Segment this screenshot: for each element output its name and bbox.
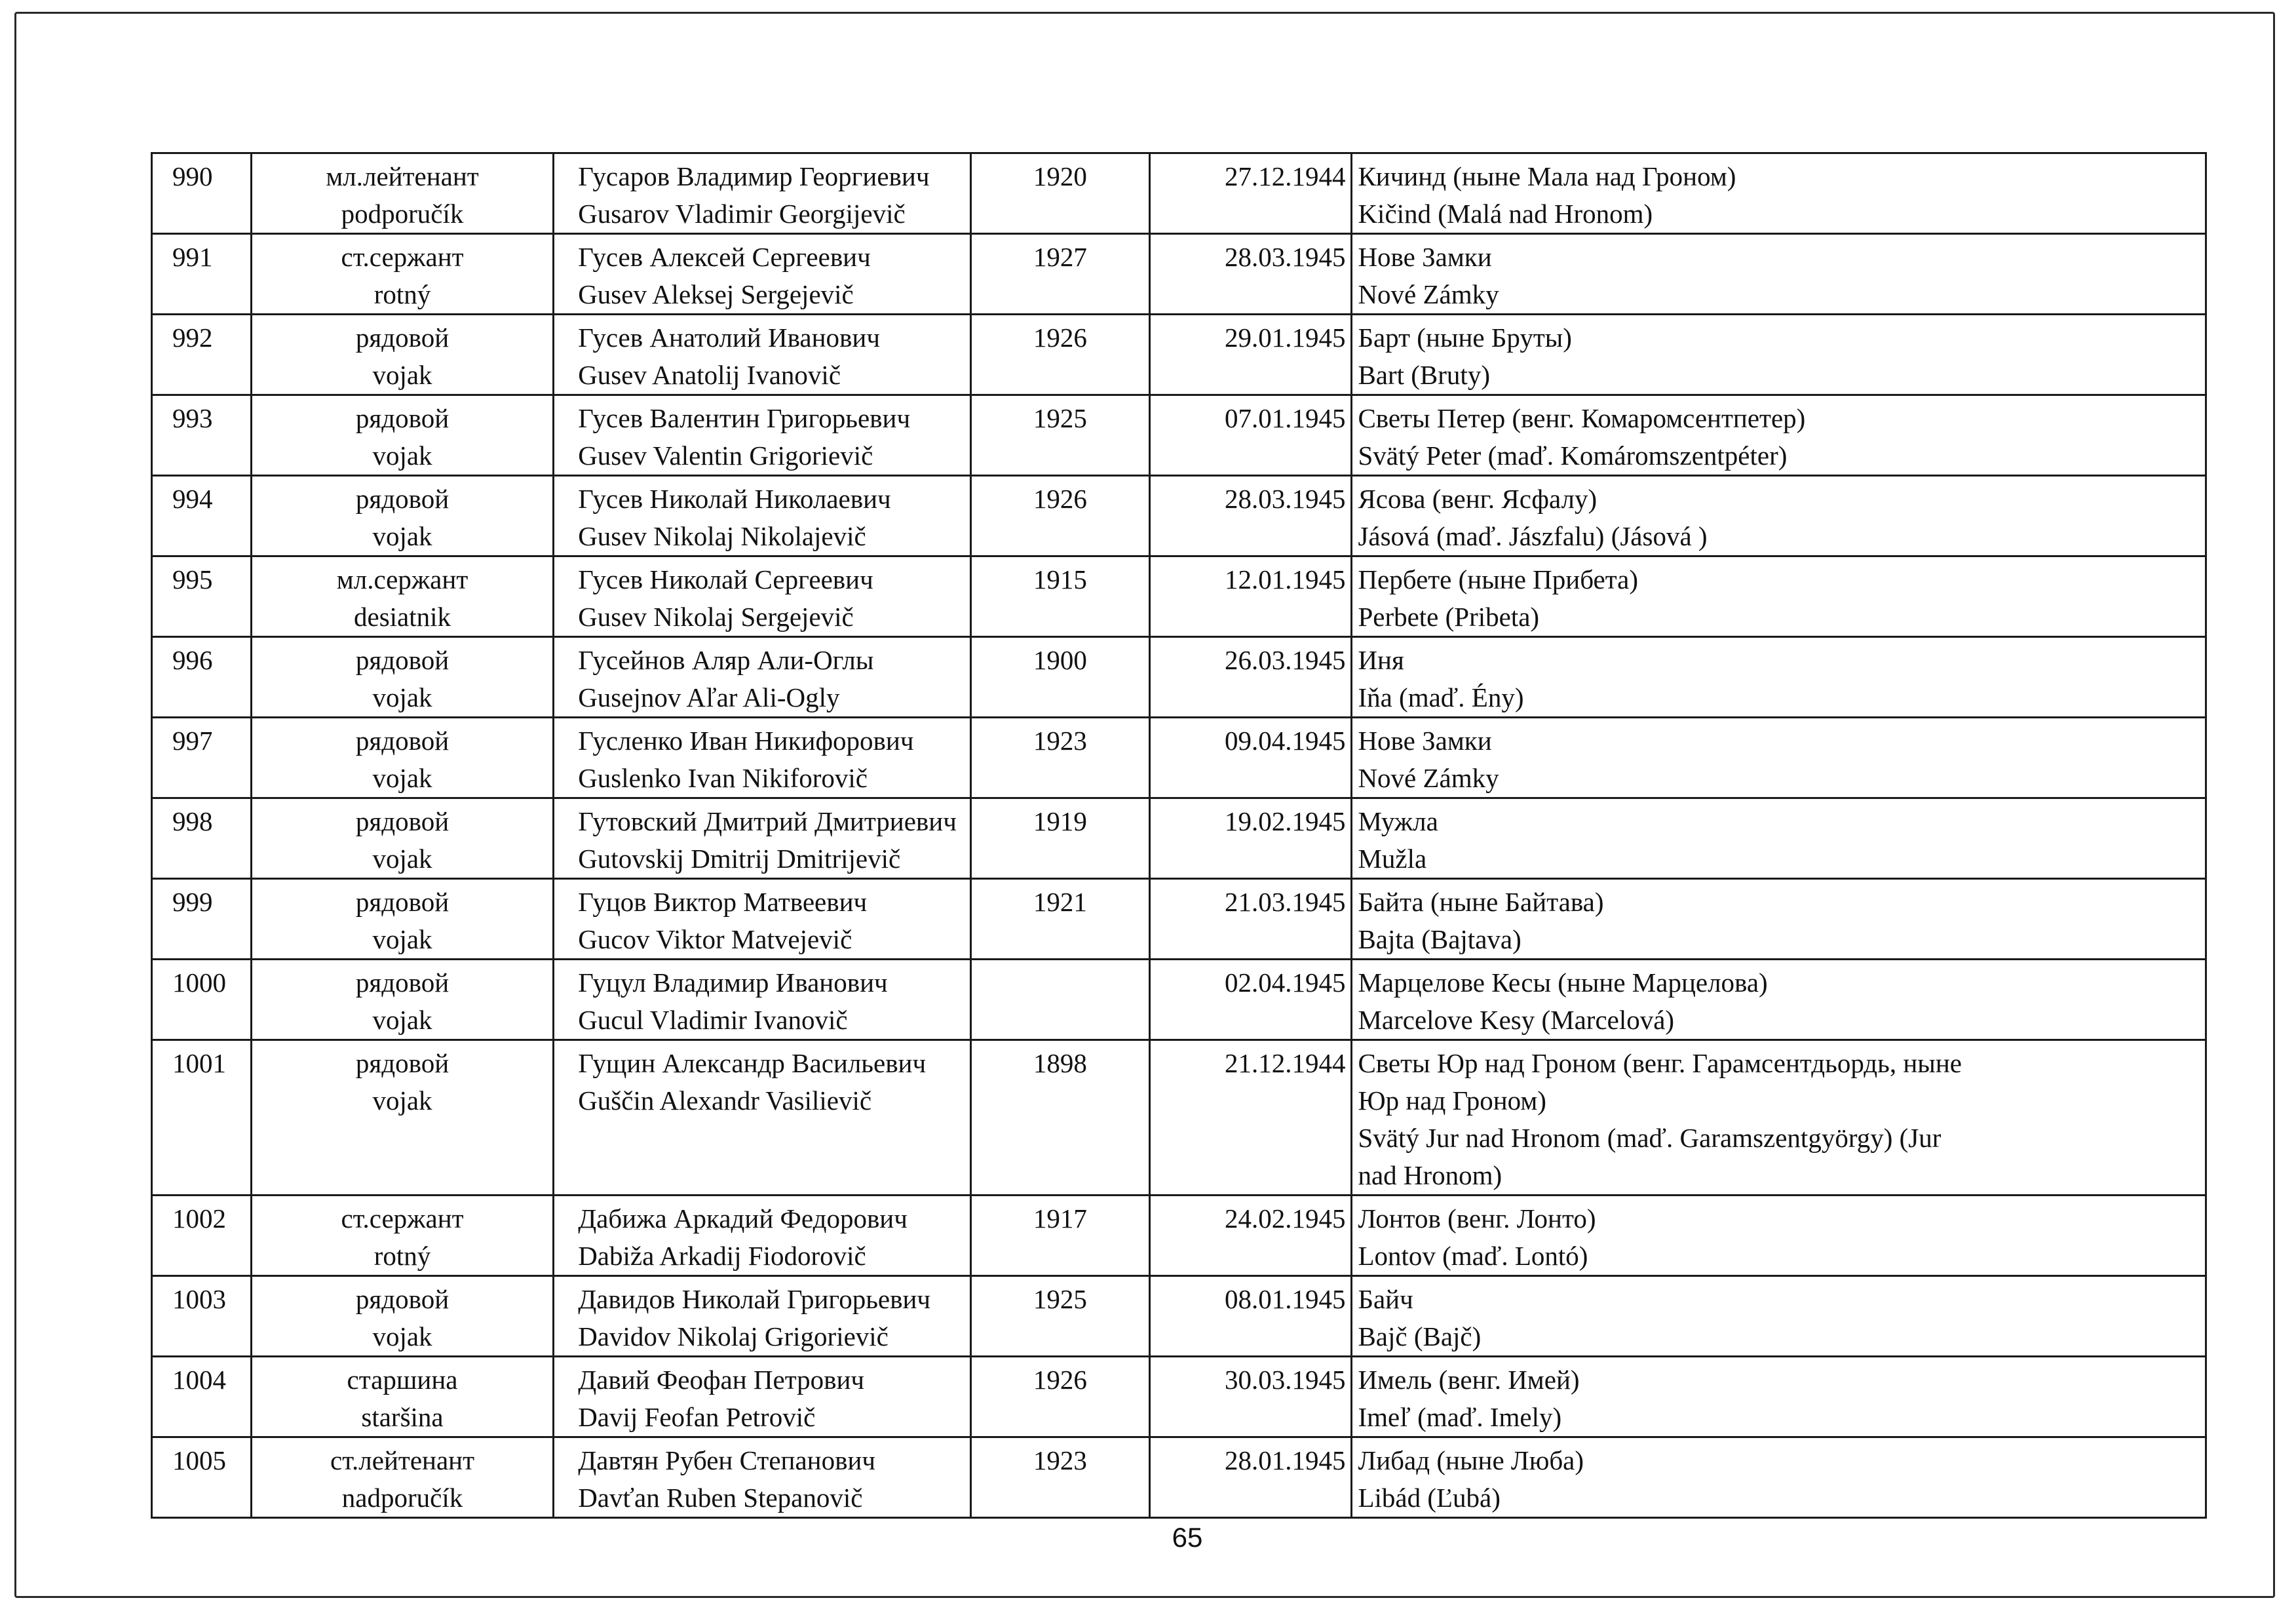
rank-slovak: podporučík [341,199,464,229]
burial-place-line: Мужла [1358,806,1438,836]
name-slovak: Gucov Viktor Matvejevič [578,924,852,954]
record-number-cell [152,1437,252,1518]
rank-cell [251,1437,553,1518]
name-slovak: Davidov Nikolaj Grigorievič [578,1321,889,1352]
birth-year-cell [970,556,1149,637]
burial-place-cell [1352,234,2206,315]
birth-year: 1921 [1033,887,1087,917]
rank-cell [251,798,553,879]
death-date: 27.12.1944 [1224,161,1346,191]
birth-year-cell [970,1040,1149,1196]
record-number: 998 [172,806,213,836]
death-date: 02.04.1945 [1224,967,1346,998]
name-cell [554,1196,971,1276]
rank-russian: старшина [347,1365,458,1395]
burial-place-line: Nové Zámky [1358,279,1499,309]
rank-slovak: vojak [372,844,432,874]
record-number: 997 [172,726,213,756]
rank-cell [251,1357,553,1437]
name-russian: Давтян Рубен Степанович [578,1445,876,1475]
burial-place-line: Svätý Jur nad Hronom (maď. Garamszentgyörgy) (Jur [1358,1123,1942,1153]
rank-cell [251,476,553,556]
record-number-cell [152,315,252,395]
death-date-cell [1150,637,1352,718]
death-date-cell [1150,234,1352,315]
burial-place-cell [1352,1357,2206,1437]
name-russian: Гусев Николай Николаевич [578,484,891,514]
death-date: 28.01.1945 [1224,1445,1346,1475]
record-number-cell [152,960,252,1040]
table-row [152,1040,2206,1196]
burial-place-cell [1352,1437,2206,1518]
record-number-cell [152,1276,252,1357]
table-row [152,556,2206,637]
burial-place-cell [1352,395,2206,476]
burial-place-line: Libád (Ľubá) [1358,1483,1501,1513]
record-number: 995 [172,564,213,594]
rank-russian: рядовой [355,645,450,675]
name-slovak: Dabiža Arkadij Fiodorovič [578,1241,866,1271]
record-number: 996 [172,645,213,675]
rank-slovak: vojak [372,360,432,390]
rank-cell [251,718,553,798]
name-russian: Гусев Анатолий Иванович [578,322,880,353]
birth-year: 1926 [1033,322,1087,353]
death-date-cell [1150,1040,1352,1196]
name-slovak: Gusarov Vladimir Georgijevič [578,199,906,229]
birth-year-cell [970,153,1149,234]
birth-year: 1925 [1033,403,1087,433]
record-number-cell [152,395,252,476]
record-number: 1003 [172,1284,226,1314]
death-date-cell [1150,556,1352,637]
name-russian: Дабижа Аркадий Федорович [578,1203,908,1234]
burial-place-line: Светы Юр над Гроном (венг. Гарамсентдьордь, ныне [1358,1048,1962,1078]
birth-year: 1927 [1033,242,1087,272]
burial-place-line: Светы Петер (венг. Комаромсентпетер) [1358,403,1806,433]
rank-russian: рядовой [355,887,450,917]
record-number-cell [152,234,252,315]
burial-place-cell [1352,556,2206,637]
death-date-cell [1150,153,1352,234]
death-date: 24.02.1945 [1224,1203,1346,1234]
record-number-cell [152,153,252,234]
death-date-cell [1150,1276,1352,1357]
name-slovak: Gucul Vladimir Ivanovič [578,1005,848,1035]
birth-year-cell [970,798,1149,879]
birth-year: 1920 [1033,161,1087,191]
rank-cell [251,960,553,1040]
burial-place-cell [1352,960,2206,1040]
death-date: 29.01.1945 [1224,322,1346,353]
name-slovak: Guščin Alexandr Vasilievič [578,1085,872,1116]
death-date-cell [1150,879,1352,960]
table-row [152,1357,2206,1437]
burial-place-line: Lontov (maď. Lontó) [1358,1241,1588,1271]
name-russian: Гусев Николай Сергеевич [578,564,873,594]
death-date-cell [1150,315,1352,395]
name-cell [554,556,971,637]
rank-russian: мл.лейтенант [326,161,479,191]
rank-cell [251,637,553,718]
rank-slovak: vojak [372,1005,432,1035]
rank-russian: рядовой [355,484,450,514]
birth-year: 1925 [1033,1284,1087,1314]
rank-slovak: rotný [373,1241,431,1271]
birth-year-cell [970,718,1149,798]
rank-slovak: desiatnik [354,602,451,632]
name-cell [554,315,971,395]
record-number: 992 [172,322,213,353]
birth-year-cell [970,637,1149,718]
burial-place-cell [1352,1276,2206,1357]
name-slovak: Gusev Anatolij Ivanovič [578,360,841,390]
burial-place-line: Байч [1358,1284,1413,1314]
name-slovak: Gusev Nikolaj Nikolajevič [578,521,866,551]
burial-place-cell [1352,153,2206,234]
birth-year: 1900 [1033,645,1087,675]
burial-place-line: Mužla [1358,844,1427,874]
table-row [152,1196,2206,1276]
burial-place-line: Imeľ (maď. Imely) [1358,1402,1562,1432]
name-cell [554,637,971,718]
record-number-cell [152,879,252,960]
name-slovak: Guslenko Ivan Nikiforovič [578,763,868,793]
birth-year: 1915 [1033,564,1087,594]
burial-place-line: Bart (Bruty) [1358,360,1490,390]
record-number: 1005 [172,1445,226,1475]
rank-russian: рядовой [355,806,450,836]
table-row [152,1437,2206,1518]
burial-place-line: Иня [1358,645,1404,675]
rank-russian: рядовой [355,322,450,353]
name-cell [554,1040,971,1196]
death-date-cell [1150,476,1352,556]
birth-year-cell [970,1437,1149,1518]
birth-year: 1923 [1033,726,1087,756]
record-number-cell [152,1357,252,1437]
death-date-cell [1150,395,1352,476]
burial-place-line: Пербете (ныне Прибета) [1358,564,1638,594]
record-number-cell [152,476,252,556]
name-russian: Гусев Алексей Сергеевич [578,242,871,272]
death-date: 19.02.1945 [1224,806,1346,836]
record-number-cell [152,1040,252,1196]
page-number: 65 [1172,1522,1203,1553]
name-cell [554,718,971,798]
name-cell [554,1276,971,1357]
rank-russian: рядовой [355,1284,450,1314]
rank-slovak: vojak [372,1085,432,1116]
death-date: 09.04.1945 [1224,726,1346,756]
burial-place-cell [1352,315,2206,395]
rank-cell [251,234,553,315]
rank-slovak: vojak [372,924,432,954]
table-row [152,395,2206,476]
birth-year-cell [970,879,1149,960]
record-number: 1002 [172,1203,226,1234]
death-date: 26.03.1945 [1224,645,1346,675]
name-cell [554,153,971,234]
rank-cell [251,153,553,234]
record-number-cell [152,637,252,718]
death-date-cell [1150,1357,1352,1437]
birth-year-cell [970,315,1149,395]
record-number-cell [152,556,252,637]
rank-cell [251,879,553,960]
burial-place-line: Ясова (венг. Ясфалу) [1358,484,1598,514]
burial-records-table [151,152,2207,1519]
death-date: 21.03.1945 [1224,887,1346,917]
burial-place-cell [1352,879,2206,960]
rank-russian: рядовой [355,726,450,756]
burial-place-line: Iňa (maď. Ény) [1358,682,1524,712]
name-slovak: Davťan Ruben Stepanovič [578,1483,863,1513]
rank-cell [251,1040,553,1196]
name-cell [554,234,971,315]
burial-place-line: Либад (ныне Люба) [1358,1445,1584,1475]
name-russian: Гуцул Владимир Иванович [578,967,888,998]
birth-year-cell [970,395,1149,476]
burial-place-cell [1352,637,2206,718]
name-cell [554,476,971,556]
burial-place-line: Имель (венг. Имей) [1358,1365,1580,1395]
name-slovak: Gusev Valentin Grigorievič [578,440,873,471]
burial-place-cell [1352,1196,2206,1276]
rank-cell [251,1276,553,1357]
burial-place-line: Jásová (maď. Jászfalu) (Jásová ) [1358,521,1708,551]
rank-cell [251,315,553,395]
name-russian: Гущин Александр Васильевич [578,1048,927,1078]
record-number: 999 [172,887,213,917]
record-number: 990 [172,161,213,191]
name-cell [554,879,971,960]
table-row [152,637,2206,718]
rank-slovak: vojak [372,521,432,551]
burial-place-line: Марцелове Кесы (ныне Марцелова) [1358,967,1768,998]
table-row [152,476,2206,556]
death-date-cell [1150,1437,1352,1518]
death-date: 28.03.1945 [1224,242,1346,272]
rank-russian: рядовой [355,403,450,433]
death-date-cell [1150,960,1352,1040]
name-cell [554,395,971,476]
burial-place-cell [1352,798,2206,879]
burial-place-line: Kičind (Malá nad Hronom) [1358,199,1653,229]
death-date: 07.01.1945 [1224,403,1346,433]
rank-slovak: staršina [361,1402,444,1432]
rank-slovak: vojak [372,440,432,471]
table-row [152,798,2206,879]
name-slovak: Davij Feofan Petrovič [578,1402,816,1432]
rank-russian: рядовой [355,967,450,998]
birth-year-cell [970,476,1149,556]
burial-place-line: Нове Замки [1358,726,1492,756]
name-cell [554,798,971,879]
death-date: 30.03.1945 [1224,1365,1346,1395]
name-cell [554,1437,971,1518]
record-number: 1004 [172,1365,226,1395]
name-russian: Гусейнов Аляр Али-Оглы [578,645,874,675]
birth-year: 1926 [1033,1365,1087,1395]
birth-year: 1919 [1033,806,1087,836]
record-number: 993 [172,403,213,433]
name-russian: Гусев Валентин Григорьевич [578,403,911,433]
record-number: 1000 [172,967,226,998]
rank-slovak: nadporučík [341,1483,463,1513]
burial-place-cell [1352,718,2206,798]
record-number-cell [152,798,252,879]
burial-place-line: Marcelove Kesy (Marcelová) [1358,1005,1675,1035]
death-date-cell [1150,798,1352,879]
rank-slovak: vojak [372,1321,432,1352]
burial-place-line: Nové Zámky [1358,763,1499,793]
rank-russian: рядовой [355,1048,450,1078]
name-russian: Гутовский Дмитрий Дмитриевич [578,806,957,836]
death-date-cell [1150,1196,1352,1276]
birth-year-cell [970,1357,1149,1437]
record-number-cell [152,1196,252,1276]
burial-place-line: Байта (ныне Байтава) [1358,887,1604,917]
table-row [152,153,2206,234]
rank-russian: ст.сержант [341,1203,464,1234]
name-russian: Давидов Николай Григорьевич [578,1284,931,1314]
death-date: 12.01.1945 [1224,564,1346,594]
table-row [152,718,2206,798]
death-date: 08.01.1945 [1224,1284,1346,1314]
birth-year-cell [970,234,1149,315]
burial-place-line: Барт (ныне Бруты) [1358,322,1572,353]
burial-place-line: nad Hronom) [1358,1160,1502,1190]
record-number-cell [152,718,252,798]
rank-slovak: rotný [373,279,431,309]
birth-year: 1917 [1033,1203,1087,1234]
record-number: 994 [172,484,213,514]
name-russian: Давий Феофан Петрович [578,1365,865,1395]
rank-cell [251,556,553,637]
name-russian: Гусленко Иван Никифорович [578,726,914,756]
birth-year: 1926 [1033,484,1087,514]
name-russian: Гусаров Владимир Георгиевич [578,161,930,191]
burial-place-line: Perbete (Pribeta) [1358,602,1540,632]
name-slovak: Gutovskij Dmitrij Dmitrijevič [578,844,901,874]
burial-place-line: Svätý Peter (maď. Komáromszentpéter) [1358,440,1788,471]
burial-place-line: Bajta (Bajtava) [1358,924,1521,954]
name-cell [554,1357,971,1437]
rank-slovak: vojak [372,682,432,712]
burial-place-line: Лонтов (венг. Лонто) [1358,1203,1596,1234]
birth-year-cell [970,1276,1149,1357]
record-number: 1001 [172,1048,226,1078]
rank-russian: ст.лейтенант [330,1445,475,1475]
name-russian: Гуцов Виктор Матвеевич [578,887,868,917]
table-row [152,315,2206,395]
death-date: 21.12.1944 [1224,1048,1346,1078]
rank-cell [251,1196,553,1276]
burial-place-cell [1352,1040,2206,1196]
death-date: 28.03.1945 [1224,484,1346,514]
burial-place-line: Нове Замки [1358,242,1492,272]
burial-place-line: Bajč (Bajč) [1358,1321,1482,1352]
table-row [152,234,2206,315]
rank-russian: мл.сержант [336,564,469,594]
birth-year-cell [970,1196,1149,1276]
birth-year: 1923 [1033,1445,1087,1475]
birth-year: 1898 [1033,1048,1087,1078]
burial-place-line: Кичинд (ныне Мала над Гроном) [1358,161,1736,191]
table-row [152,879,2206,960]
name-slovak: Gusev Nikolaj Sergejevič [578,602,854,632]
name-slovak: Gusev Aleksej Sergejevič [578,279,854,309]
death-date-cell [1150,718,1352,798]
rank-slovak: vojak [372,763,432,793]
rank-russian: ст.сержант [341,242,464,272]
name-cell [554,960,971,1040]
record-number: 991 [172,242,213,272]
name-slovak: Gusejnov Aľar Ali-Ogly [578,682,840,712]
burial-place-cell [1352,476,2206,556]
birth-year-cell [970,960,1149,1040]
rank-cell [251,395,553,476]
burial-place-line: Юр над Гроном) [1358,1085,1546,1116]
table-body [152,153,2206,1518]
table-row [152,1276,2206,1357]
table-row [152,960,2206,1040]
